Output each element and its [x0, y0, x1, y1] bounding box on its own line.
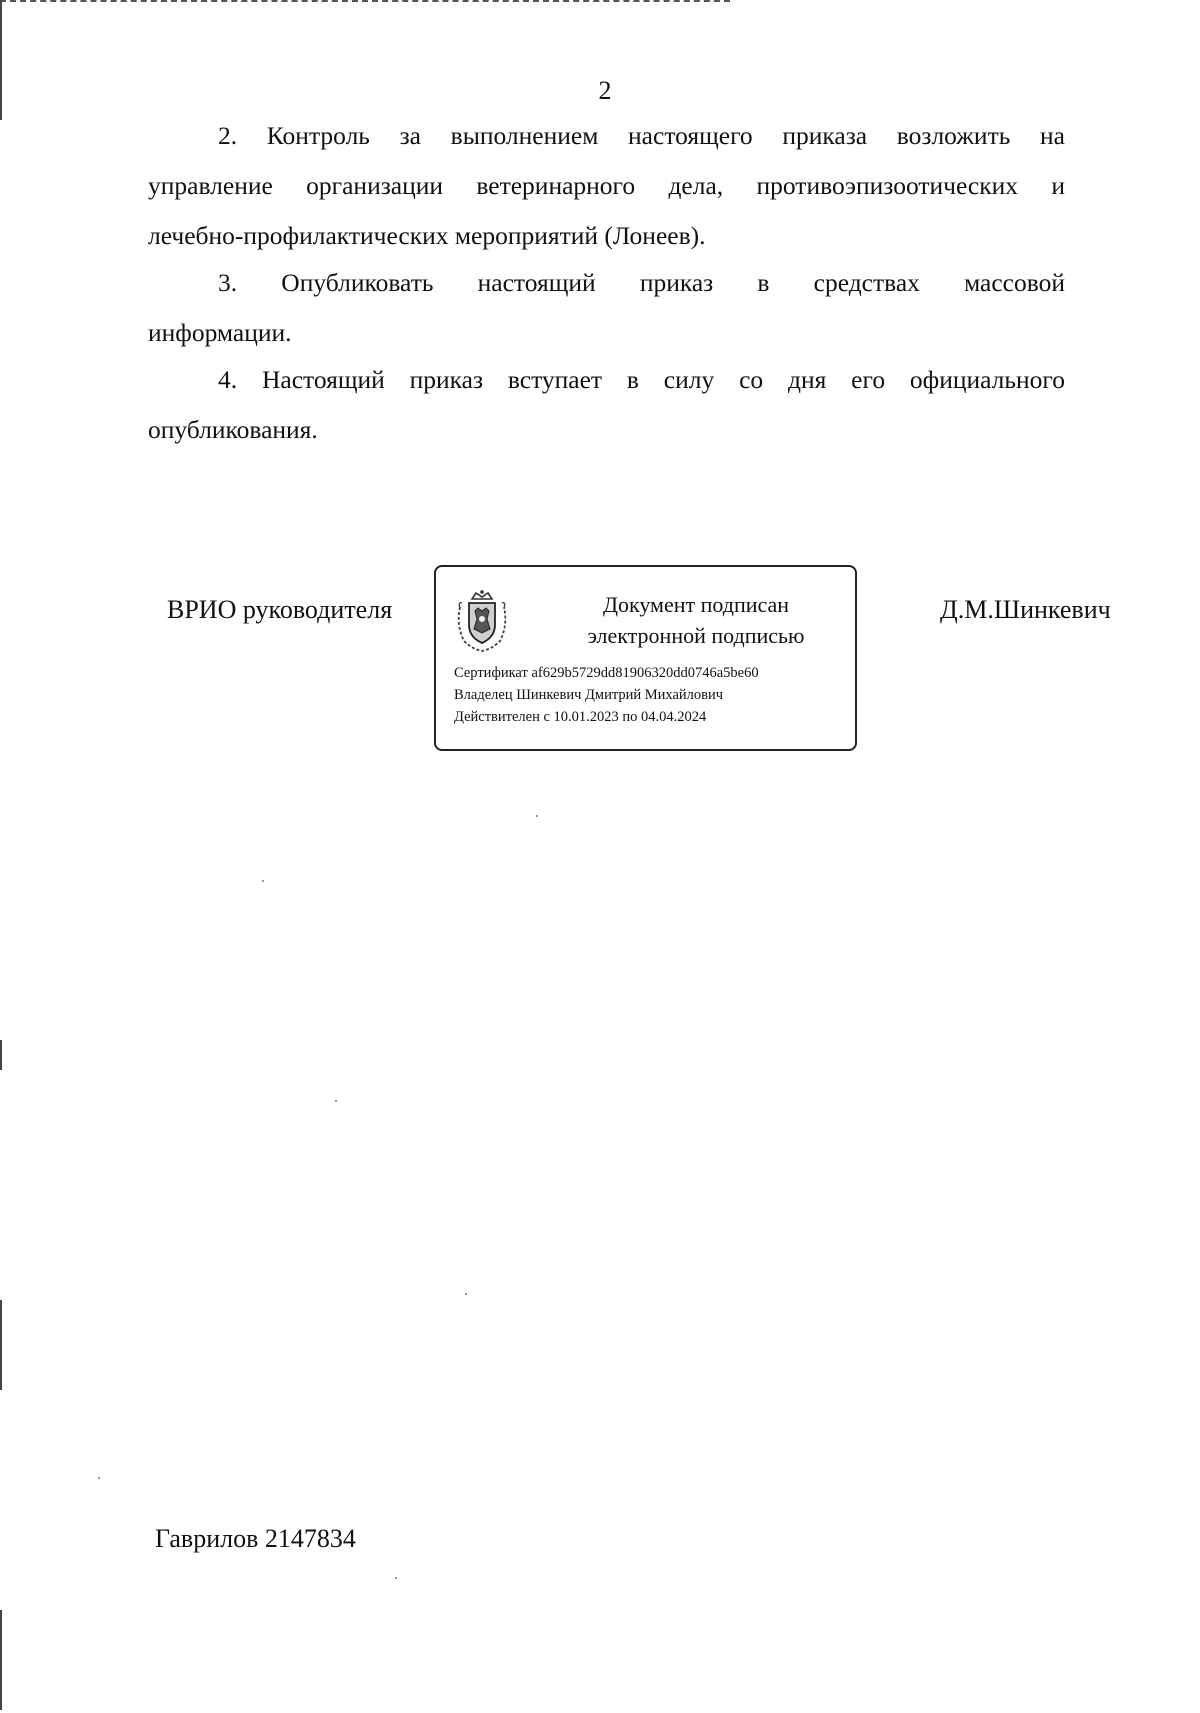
executor-footer: Гаврилов 2147834	[155, 1524, 356, 1553]
page-number: 2	[598, 76, 612, 105]
paragraph-line: 2. Контроль за выполнением настоящего приказа возложить на	[218, 121, 1065, 150]
paragraph-3	[148, 258, 1065, 358]
scan-speck	[395, 1577, 397, 1579]
scan-edge-left	[0, 1300, 2, 1390]
paragraph-line: 3. Опубликовать настоящий приказ в средствах массовой	[218, 268, 1065, 297]
stamp-validity: Действителен с 10.01.2023 по 04.04.2024	[454, 709, 707, 725]
stamp-title-line: электронной подписью	[587, 623, 805, 648]
scan-speck	[262, 880, 264, 882]
signatory-name: Д.М.Шинкевич	[940, 595, 1111, 624]
coat-of-arms-emblem-icon	[454, 589, 510, 653]
scan-edge-top	[0, 0, 730, 2]
paragraph-line: управление организации ветеринарного дела, противоэпизоотических и	[148, 171, 1065, 200]
paragraph-line: опубликования.	[148, 415, 318, 444]
stamp-certificate: Сертификат af629b5729dd81906320dd0746a5be60	[454, 665, 759, 681]
paragraph-line: информации.	[148, 318, 292, 347]
paragraph-4	[148, 355, 1065, 455]
electronic-signature-stamp	[434, 565, 857, 751]
signatory-position: ВРИО руководителя	[167, 595, 393, 624]
scan-speck	[536, 815, 538, 817]
scan-edge-left	[0, 1610, 2, 1710]
stamp-title	[546, 589, 846, 651]
stamp-owner: Владелец Шинкевич Дмитрий Михайлович	[454, 687, 724, 703]
scan-speck	[465, 1293, 467, 1295]
stamp-title-line: Документ подписан	[602, 592, 790, 617]
scan-speck	[335, 1100, 337, 1102]
paragraph-line: 4. Настоящий приказ вступает в силу со дня его официального	[218, 365, 1065, 394]
scan-edge-left	[0, 1040, 2, 1070]
scan-speck	[98, 1477, 100, 1479]
paragraph-2	[148, 111, 1065, 261]
paragraph-line: лечебно-профилактических мероприятий (Лонеев).	[148, 221, 706, 250]
